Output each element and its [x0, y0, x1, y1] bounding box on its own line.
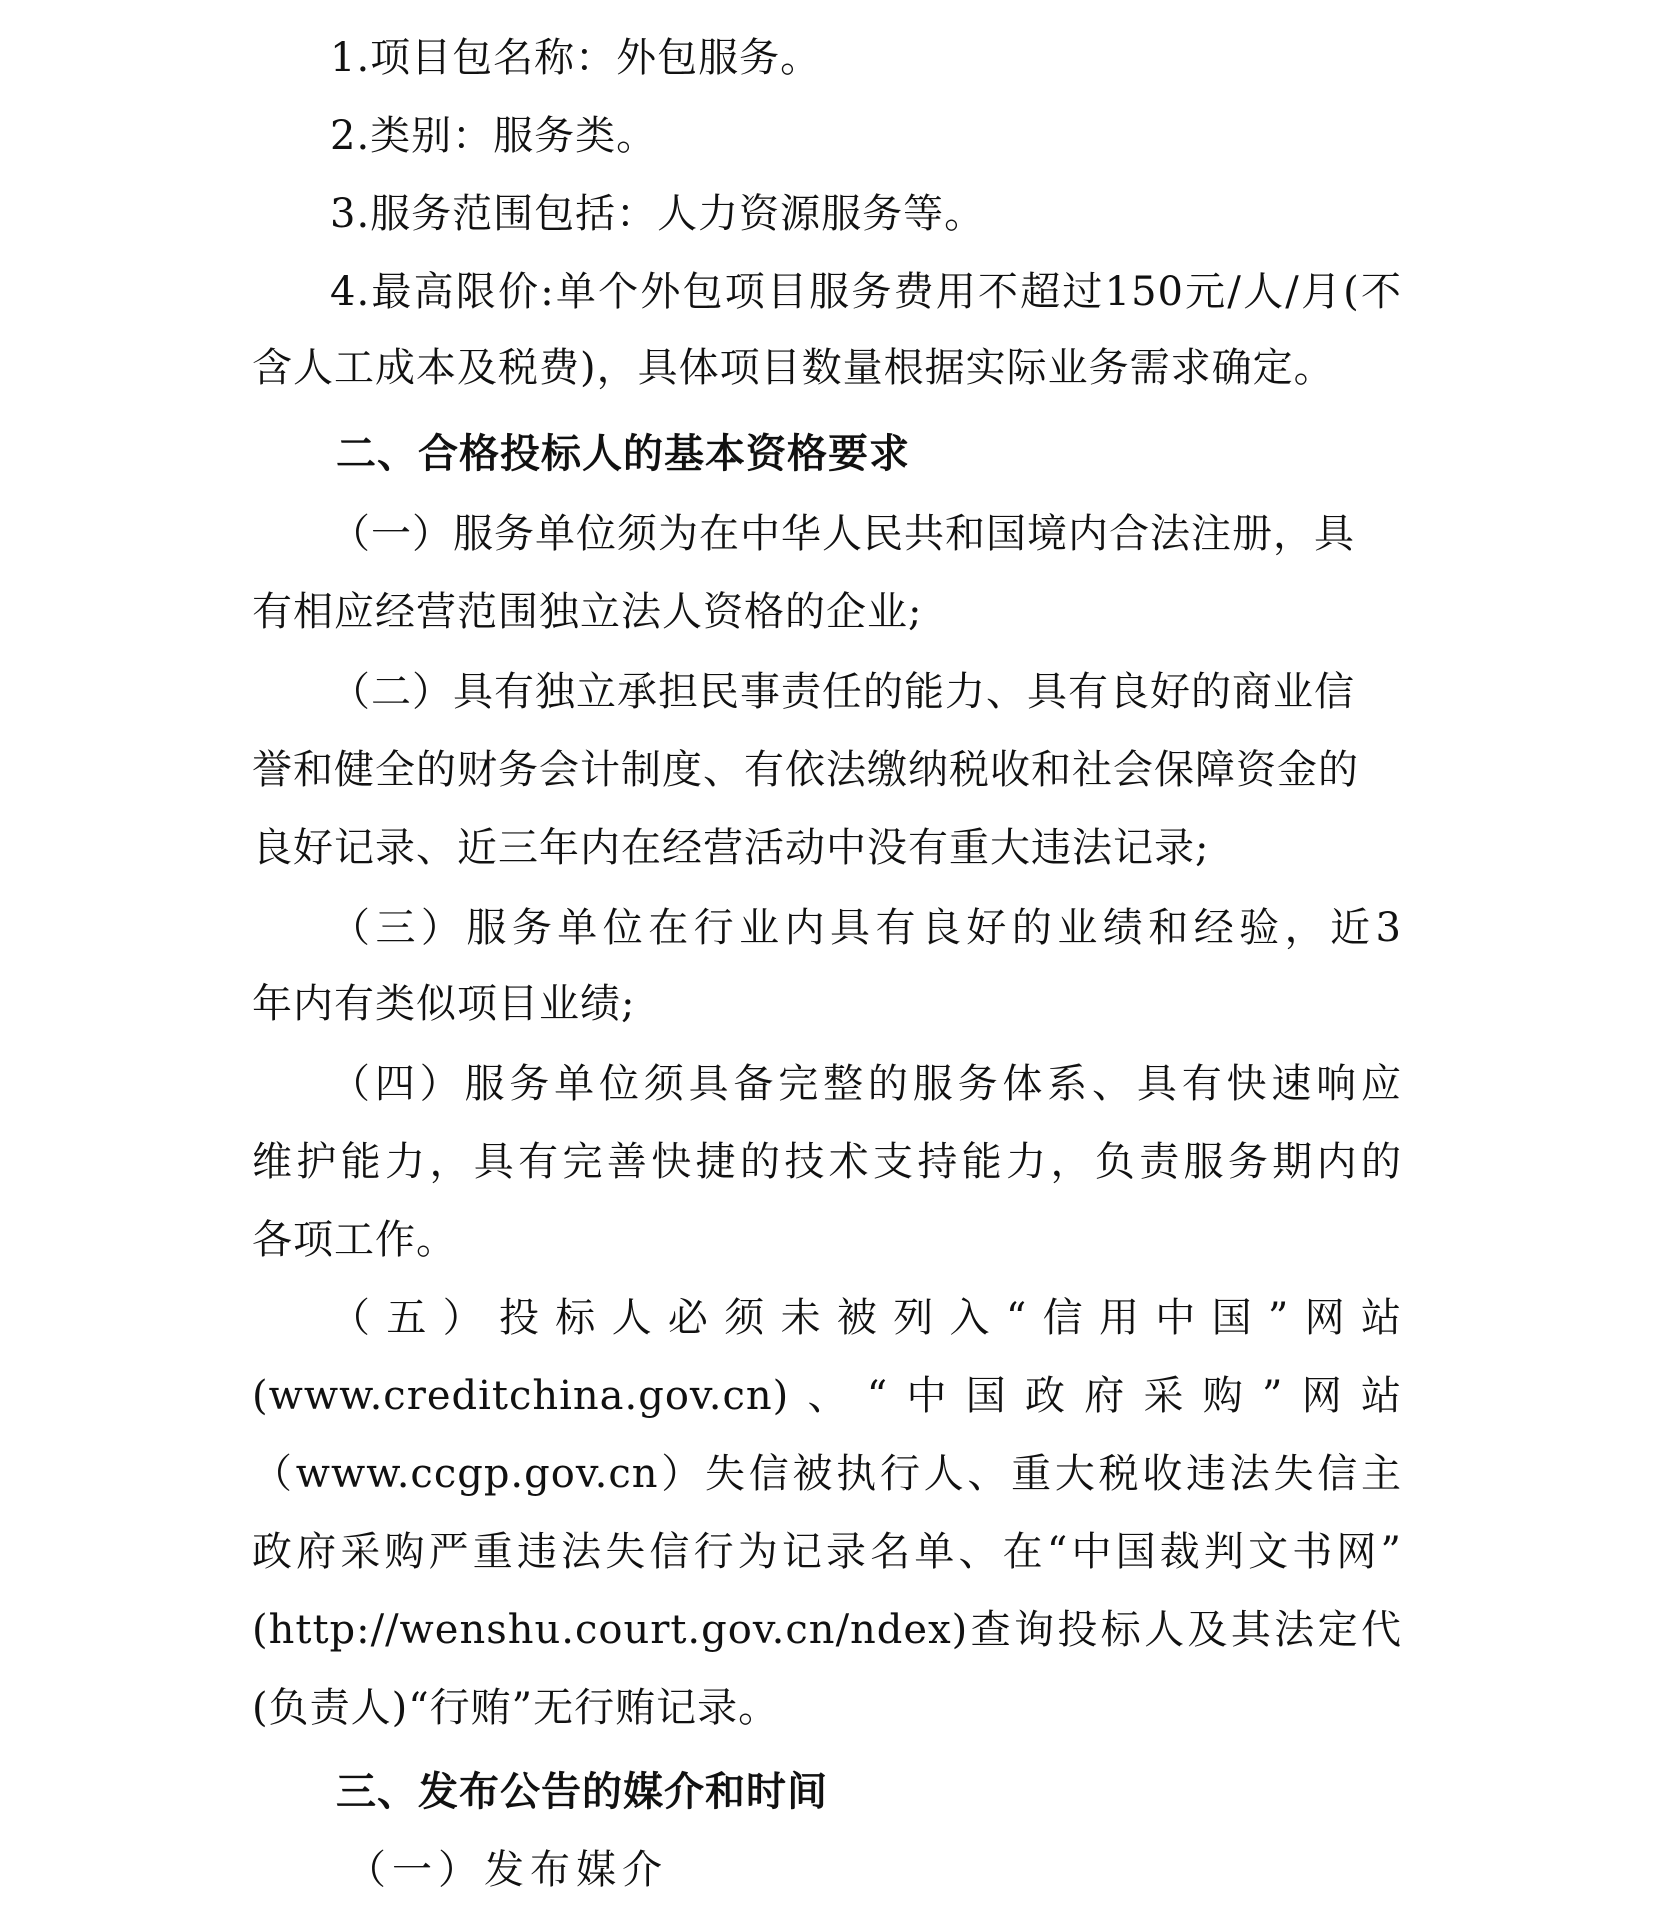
section-3-heading: 三、发布公告的媒介和时间	[336, 1769, 828, 1815]
qualification-5-line1: （五）投标人必须未被列入“信用中国”网站	[330, 1295, 1402, 1341]
qualification-2-line1: （二）具有独立承担民事责任的能力、具有良好的商业信	[330, 669, 1355, 715]
item-2-category: 2.类别：服务类。	[330, 113, 658, 159]
qualification-4-line3: 各项工作。	[252, 1217, 457, 1263]
qualification-1-line2: 有相应经营范围独立法人资格的企业;	[252, 589, 923, 635]
section-3-subheading-media: （一）发布媒介	[346, 1847, 668, 1893]
qualification-1-line1: （一）服务单位须为在中华人民共和国境内合法注册，具	[330, 511, 1355, 557]
qualification-2-line3: 良好记录、近三年内在经营活动中没有重大违法记录;	[252, 825, 1210, 871]
qualification-3-line2: 年内有类似项目业绩;	[252, 981, 636, 1027]
item-4-price-limit-line1: 4.最高限价:单个外包项目服务费用不超过150元/人/月(不	[330, 269, 1402, 315]
qualification-5-line6: (负责人)“行贿”无行贿记录。	[252, 1685, 780, 1731]
section-2-heading: 二、合格投标人的基本资格要求	[336, 431, 910, 477]
qualification-2-line2: 誉和健全的财务会计制度、有依法缴纳税收和社会保障资金的	[252, 747, 1359, 793]
qualification-5-line5: (http://wenshu.court.gov.cn/ndex)查询投标人及其法定代	[252, 1607, 1402, 1653]
qualification-3-line1: （三）服务单位在行业内具有良好的业绩和经验，近3	[330, 905, 1402, 951]
qualification-5-line2: (www.creditchina.gov.cn)、“中国政府采购”网站	[252, 1373, 1402, 1419]
item-1-project-name: 1.项目包名称：外包服务。	[330, 35, 822, 81]
item-4-price-limit-line2: 含人工成本及税费)，具体项目数量根据实际业务需求确定。	[252, 345, 1335, 391]
qualification-4-line2: 维护能力，具有完善快捷的技术支持能力，负责服务期内的	[252, 1139, 1402, 1185]
qualification-4-line1: （四）服务单位须具备完整的服务体系、具有快速响应	[330, 1061, 1402, 1107]
qualification-5-line4: 政府采购严重违法失信行为记录名单、在“中国裁判文书网”	[252, 1529, 1402, 1575]
qualification-5-line3: （www.ccgp.gov.cn）失信被执行人、重大税收违法失信主	[252, 1451, 1402, 1497]
item-3-service-scope: 3.服务范围包括：人力资源服务等。	[330, 191, 986, 237]
